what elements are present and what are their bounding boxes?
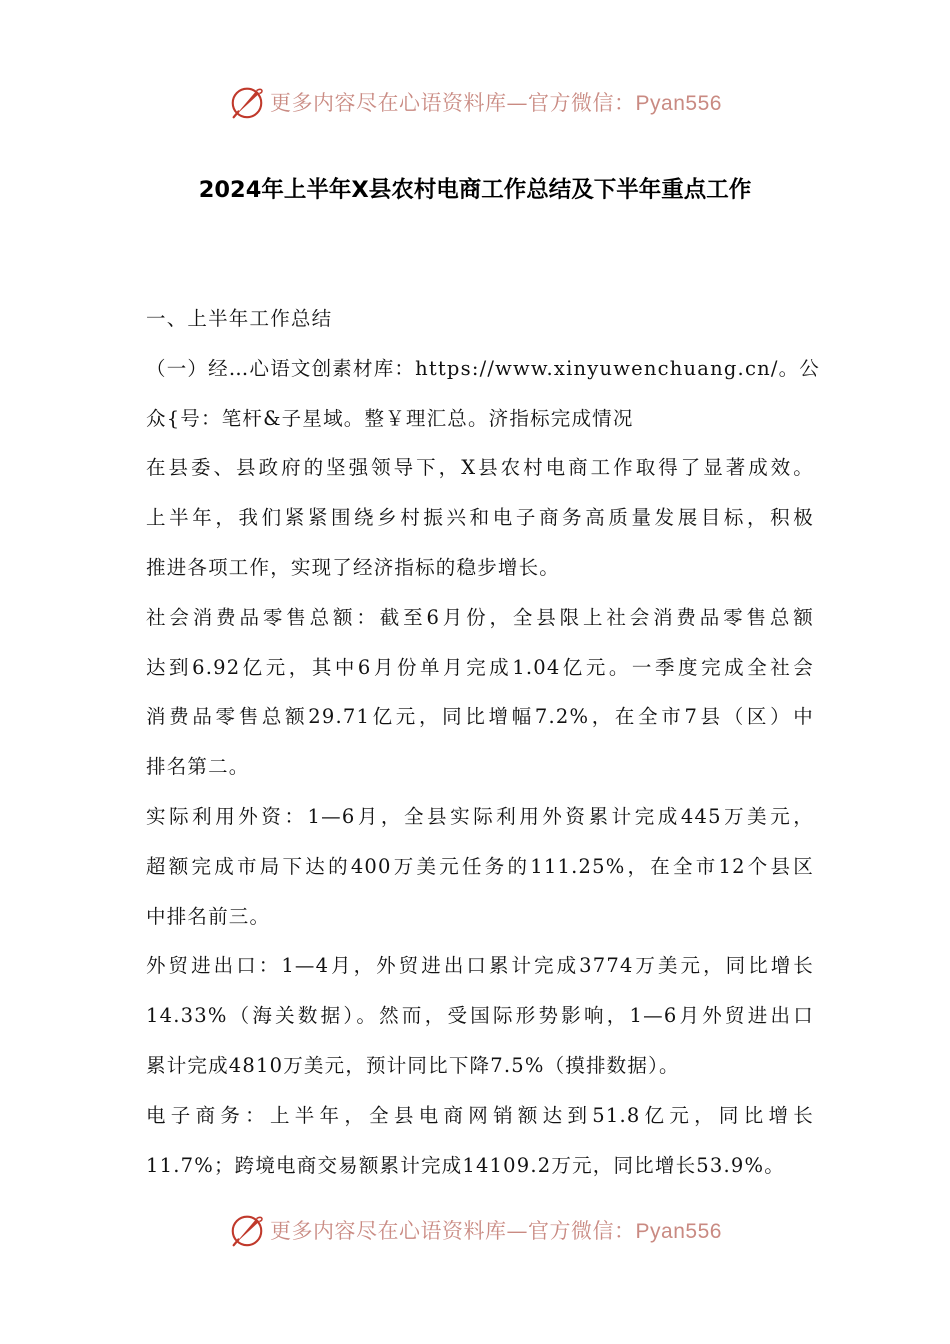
paragraph-line: 超额完成市局下达的400万美元任务的111.25%，在全市12个县区 bbox=[146, 854, 814, 878]
paragraph-line: 11.7%；跨境电商交易额累计完成14109.2万元，同比增长53.9%。 bbox=[146, 1153, 785, 1177]
watermark-banner-bottom bbox=[0, 1208, 950, 1252]
watermark-banner-top bbox=[0, 80, 950, 124]
paragraph-line: 中排名前三。 bbox=[146, 904, 271, 928]
document-body bbox=[146, 294, 821, 1190]
quill-logo-icon bbox=[228, 83, 266, 121]
paragraph-line: 社会消费品零售总额：截至6月份，全县限上社会消费品零售总额 bbox=[146, 605, 814, 629]
watermark-text: 更多内容尽在心语资料库—官方微信：Pyan556 bbox=[270, 91, 722, 115]
watermark-text: 更多内容尽在心语资料库—官方微信：Pyan556 bbox=[270, 1219, 722, 1243]
paragraph-line: （一）经…心语文创素材库：https://www.xinyuwenchuang.cn/。公 bbox=[146, 356, 821, 380]
paragraph-line: 众{号：笔杆&子星域。整￥理汇总。济指标完成情况 bbox=[146, 406, 634, 430]
section-heading: 一、上半年工作总结 bbox=[146, 307, 333, 330]
paragraph-line: 上半年，我们紧紧围绕乡村振兴和电子商务高质量发展目标，积极 bbox=[146, 506, 814, 530]
paragraph-line: 实际利用外资：1—6月，全县实际利用外资累计完成445万美元， bbox=[146, 804, 814, 828]
quill-logo-icon bbox=[228, 1211, 266, 1249]
paragraph-line: 电子商务：上半年，全县电商网销额达到51.8亿元，同比增长 bbox=[146, 1103, 814, 1127]
paragraph-line: 在县委、县政府的坚强领导下，X县农村电商工作取得了显著成效。 bbox=[146, 456, 814, 480]
paragraph-line: 外贸进出口：1—4月，外贸进出口累计完成3774万美元，同比增长 bbox=[146, 954, 814, 978]
document-title: 2024年上半年X县农村电商工作总结及下半年重点工作 bbox=[198, 177, 752, 203]
wechat-id: Pyan556 bbox=[635, 92, 722, 115]
wechat-id: Pyan556 bbox=[635, 1220, 722, 1243]
paragraph-line: 排名第二。 bbox=[146, 755, 250, 779]
paragraph-line: 累计完成4810万美元，预计同比下降7.5%（摸排数据）。 bbox=[146, 1053, 680, 1077]
paragraph-line: 推进各项工作，实现了经济指标的稳步增长。 bbox=[146, 555, 561, 579]
paragraph-line: 达到6.92亿元，其中6月份单月完成1.04亿元。一季度完成全社会 bbox=[146, 655, 814, 679]
paragraph-line: 14.33%（海关数据）。然而，受国际形势影响，1—6月外贸进出口 bbox=[146, 1004, 814, 1028]
paragraph-line: 消费品零售总额29.71亿元，同比增幅7.2%，在全市7县（区）中 bbox=[146, 705, 814, 729]
